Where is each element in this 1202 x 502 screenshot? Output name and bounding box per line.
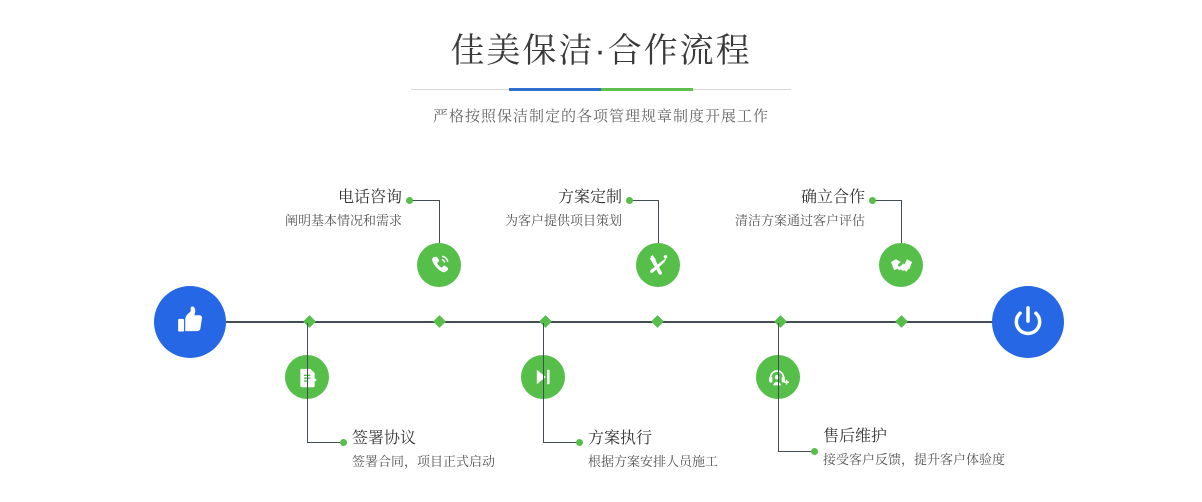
step-desc-6: 接受客户反馈，提升客户体验度 (823, 452, 1006, 467)
step-title-4: 方案执行 (588, 430, 653, 447)
pen-ruler-icon (646, 253, 670, 277)
step-node-1[interactable] (417, 243, 461, 287)
step-title-3: 方案定制 (557, 189, 622, 206)
divider-accent-blue (509, 88, 601, 91)
connector-dot (811, 448, 818, 455)
handshake-icon (889, 253, 914, 278)
connector-line (873, 200, 902, 201)
step-desc-5: 清洁方案通过客户评估 (734, 213, 865, 228)
connector-line (901, 200, 902, 243)
step-node-5[interactable] (879, 243, 923, 287)
header (0, 28, 1202, 126)
end-endpoint (992, 286, 1064, 358)
step-desc-4: 根据方案安排人员施工 (588, 454, 719, 469)
step-label-6 (823, 426, 1005, 470)
step-title-5: 确立合作 (800, 189, 865, 206)
connector-line (543, 442, 580, 443)
title-divider (411, 88, 791, 91)
step-title-6: 售后维护 (823, 428, 888, 445)
page-title: 佳美保洁·合作流程 (450, 32, 752, 70)
step-desc-3: 为客户提供项目策划 (504, 213, 622, 228)
connector-line (778, 451, 815, 452)
step-desc-2: 签署合同，项目正式启动 (352, 454, 496, 469)
axis-marker (895, 315, 908, 328)
step-node-3[interactable] (636, 243, 680, 287)
start-endpoint (154, 286, 226, 358)
connector-dot (576, 439, 583, 446)
step-label-5 (640, 187, 865, 231)
connector-dot (626, 197, 633, 204)
step-desc-1: 阐明基本情况和需求 (284, 213, 402, 228)
step-label-3 (400, 187, 622, 231)
step-title-1: 电话咨询 (337, 189, 402, 206)
divider-accent-green (601, 88, 693, 91)
thumbs-up-icon (171, 303, 209, 341)
connector-line (307, 442, 344, 443)
page-subtitle: 严格按照保洁制定的各项管理规章制度开展工作 (432, 108, 769, 125)
phone-ring-icon (427, 253, 451, 277)
connector-dot (869, 197, 876, 204)
step-label-2 (352, 428, 495, 472)
step-label-1 (150, 187, 402, 231)
axis-marker (774, 315, 787, 328)
connector-line (307, 323, 308, 442)
connector-line (778, 323, 779, 451)
step-label-4 (588, 428, 718, 472)
step-title-2: 签署协议 (352, 430, 417, 447)
connector-line (543, 323, 544, 442)
axis-marker (303, 315, 316, 328)
axis-marker (651, 315, 664, 328)
power-icon (1008, 302, 1048, 342)
axis-marker (433, 315, 446, 328)
connector-dot (340, 439, 347, 446)
axis-marker (539, 315, 552, 328)
